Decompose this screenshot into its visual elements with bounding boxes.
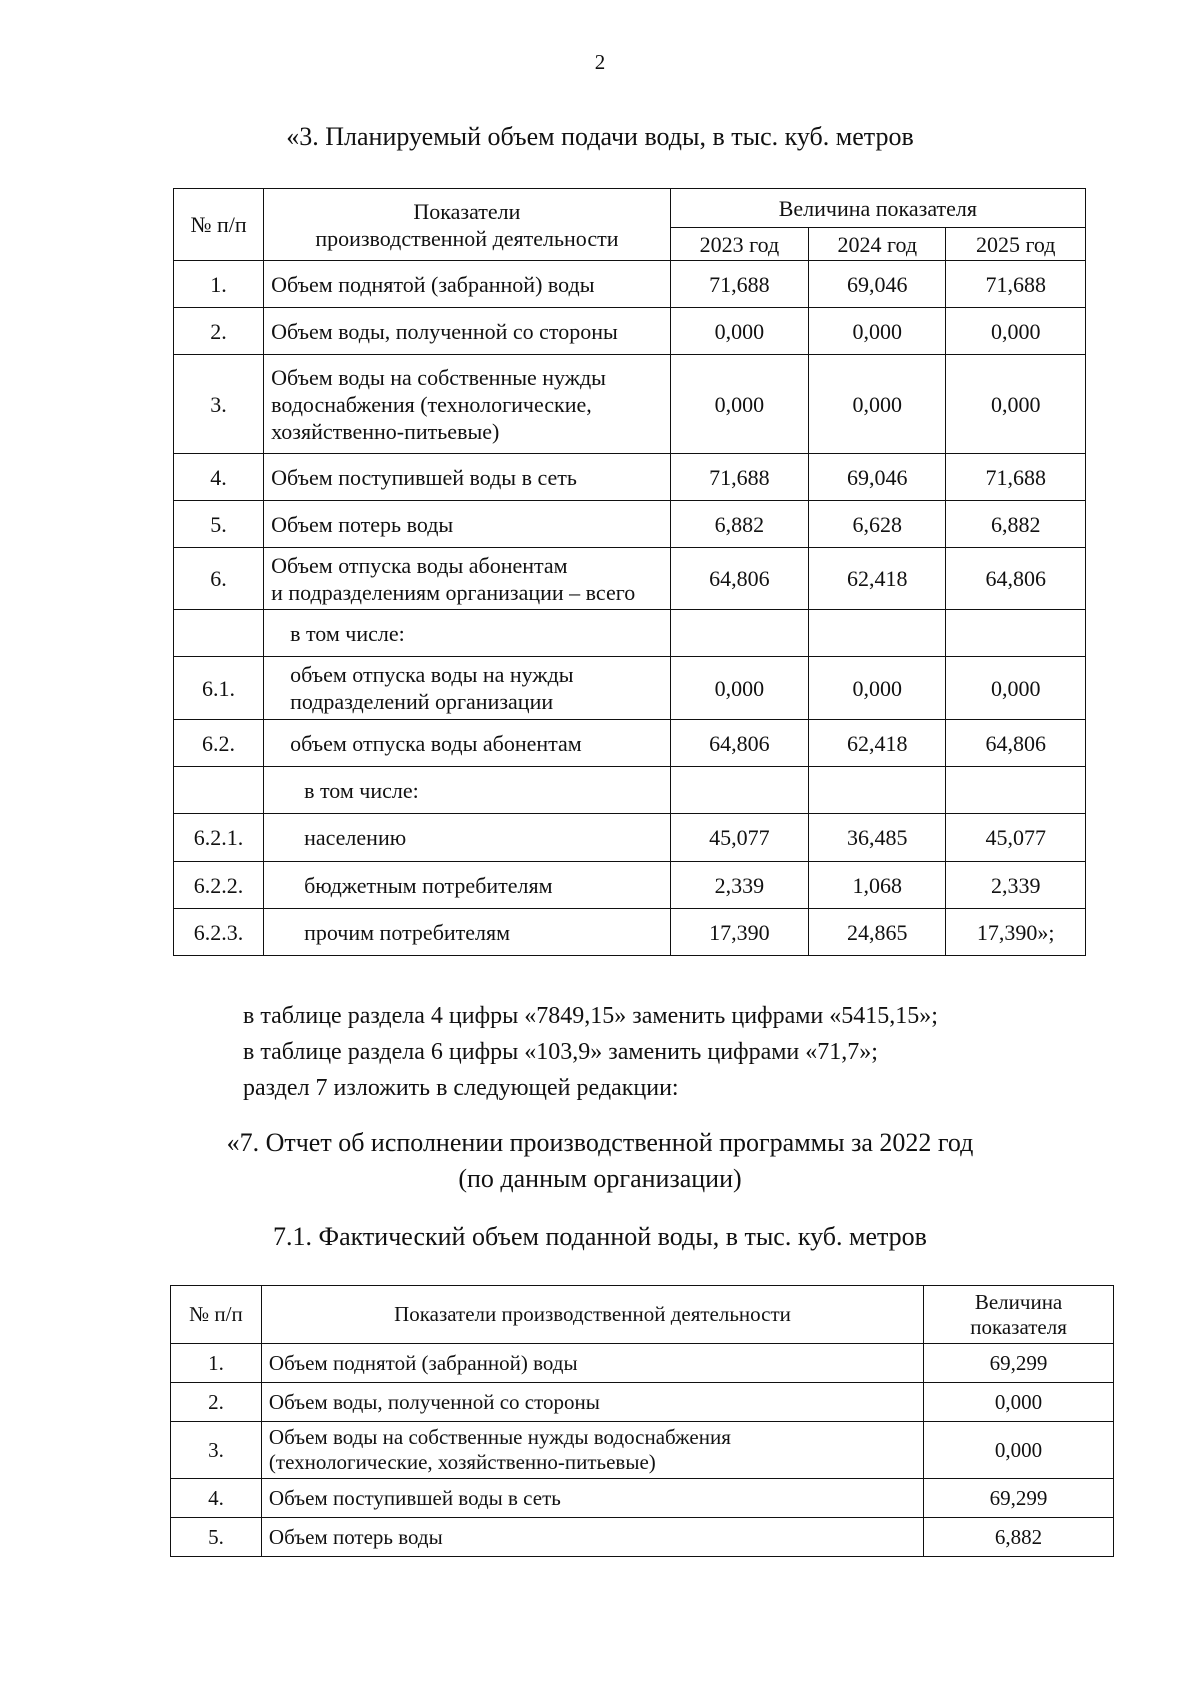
row-label-line: Объем потерь воды bbox=[268, 1524, 443, 1549]
row-label-line: бюджетным потребителям bbox=[304, 872, 553, 898]
row-label-cell bbox=[261, 1344, 923, 1383]
row-value-cell: 2,339 bbox=[946, 862, 1086, 909]
row-value-cell: 64,806 bbox=[670, 548, 808, 610]
row-value-cell: 64,806 bbox=[946, 720, 1086, 767]
row-label-cell bbox=[264, 767, 671, 814]
row-num-cell: 6.2.3. bbox=[174, 909, 264, 956]
row-label-cell bbox=[261, 1479, 923, 1518]
section7-title-line: «7. Отчет об исполнении производственной программы за 2022 год bbox=[226, 1128, 974, 1157]
row-num-cell bbox=[174, 767, 264, 814]
amendment-notes bbox=[243, 998, 938, 1106]
row-value-cell: 6,882 bbox=[946, 501, 1086, 548]
row-label-cell bbox=[264, 814, 671, 862]
row-label-cell bbox=[264, 862, 671, 909]
row-value-cell bbox=[946, 610, 1086, 657]
row-num-cell: 6.2. bbox=[174, 720, 264, 767]
row-label-line: Объем воды, полученной со стороны bbox=[271, 318, 618, 344]
table-row bbox=[174, 657, 1086, 720]
row-value-cell: 2,339 bbox=[670, 862, 808, 909]
row-label-line: прочим потребителям bbox=[304, 919, 511, 945]
section7-1-title: 7.1. Фактический объем поданной воды, в тыс. куб. метров bbox=[273, 1222, 927, 1251]
table-header-row bbox=[171, 1286, 1114, 1344]
header-year-2024: 2024 год bbox=[809, 228, 946, 261]
header-value: Величина показателя bbox=[670, 189, 1085, 228]
row-label-line: в том числе: bbox=[304, 777, 419, 803]
row-label-line: в том числе: bbox=[290, 620, 405, 646]
row-value-cell: 69,046 bbox=[809, 454, 946, 501]
row-value-cell bbox=[809, 610, 946, 657]
planned-water-supply-table bbox=[173, 188, 1086, 956]
row-label-line: Объем поднятой (забранной) воды bbox=[271, 271, 595, 297]
table-header-row bbox=[174, 189, 1086, 228]
row-value-cell: 17,390»; bbox=[946, 909, 1086, 956]
note-line: раздел 7 изложить в следующей редакции: bbox=[243, 1075, 679, 1101]
row-value-cell: 17,390 bbox=[670, 909, 808, 956]
row-value-cell: 0,000 bbox=[670, 355, 808, 454]
row-value-cell: 71,688 bbox=[946, 261, 1086, 308]
row-num-cell: 2. bbox=[171, 1383, 262, 1422]
row-value-cell: 71,688 bbox=[946, 454, 1086, 501]
row-label-line: Объем воды на собственные нужды водоснабжения bbox=[268, 1425, 731, 1449]
row-label-cell bbox=[264, 720, 671, 767]
row-value-cell: 0,000 bbox=[946, 308, 1086, 355]
header-year-2025: 2025 год bbox=[946, 228, 1086, 261]
row-value-cell: 71,688 bbox=[670, 261, 808, 308]
table-row bbox=[174, 355, 1086, 454]
actual-water-supply-table bbox=[170, 1285, 1114, 1557]
section7-title-line: (по данным организации) bbox=[458, 1164, 742, 1193]
row-label-line: объем отпуска воды на нужды bbox=[290, 662, 574, 687]
row-value-cell: 0,000 bbox=[809, 355, 946, 454]
row-value-cell: 0,000 bbox=[809, 657, 946, 720]
header-value-line: показателя bbox=[970, 1314, 1067, 1339]
header-num: № п/п bbox=[171, 1286, 262, 1344]
table-row bbox=[174, 720, 1086, 767]
row-num-cell bbox=[174, 610, 264, 657]
row-label-cell bbox=[264, 548, 671, 610]
row-value-cell: 36,485 bbox=[809, 814, 946, 862]
page-number: 2 bbox=[594, 50, 606, 74]
note-line: в таблице раздела 4 цифры «7849,15» заменить цифрами «5415,15»; bbox=[243, 1003, 938, 1029]
row-label-line: населению bbox=[304, 825, 407, 850]
table-row bbox=[174, 454, 1086, 501]
row-value-cell: 0,000 bbox=[924, 1422, 1114, 1479]
row-label-cell bbox=[261, 1383, 923, 1422]
table-row bbox=[171, 1344, 1114, 1383]
table-row bbox=[174, 501, 1086, 548]
row-num-cell: 6.2.2. bbox=[174, 862, 264, 909]
section3-title: «3. Планируемый объем подачи воды, в тыс. куб. метров bbox=[286, 122, 914, 151]
row-num-cell: 5. bbox=[171, 1518, 262, 1557]
header-indicator: Показатели производственной деятельности bbox=[261, 1286, 923, 1344]
header-value-line: Величина bbox=[974, 1289, 1063, 1314]
row-value-cell: 0,000 bbox=[809, 308, 946, 355]
section7-title bbox=[0, 1125, 1200, 1197]
table-row bbox=[171, 1479, 1114, 1518]
row-label-cell bbox=[264, 355, 671, 454]
row-value-cell: 0,000 bbox=[946, 355, 1086, 454]
row-value-cell: 62,418 bbox=[809, 548, 946, 610]
row-value-cell: 0,000 bbox=[670, 308, 808, 355]
header-indicator bbox=[264, 189, 671, 261]
row-value-cell: 6,882 bbox=[670, 501, 808, 548]
row-label-cell bbox=[264, 308, 671, 355]
row-value-cell: 45,077 bbox=[670, 814, 808, 862]
row-num-cell: 5. bbox=[174, 501, 264, 548]
row-num-cell: 3. bbox=[174, 355, 264, 454]
row-num-cell: 4. bbox=[174, 454, 264, 501]
row-value-cell: 69,299 bbox=[924, 1479, 1114, 1518]
row-label-line: объем отпуска воды абонентам bbox=[290, 730, 582, 756]
header-indicator-line: Показатели bbox=[413, 198, 521, 224]
row-num-cell: 2. bbox=[174, 308, 264, 355]
row-num-cell: 6.1. bbox=[174, 657, 264, 720]
table-row bbox=[174, 909, 1086, 956]
row-label-line: (технологические, хозяйственно-питьевые) bbox=[268, 1450, 656, 1474]
row-num-cell: 3. bbox=[171, 1422, 262, 1479]
row-value-cell bbox=[809, 767, 946, 814]
row-label-cell bbox=[264, 610, 671, 657]
header-indicator-line: производственной деятельности bbox=[315, 225, 619, 251]
row-label-line: и подразделениям организации – всего bbox=[271, 579, 636, 605]
row-label-cell bbox=[264, 657, 671, 720]
row-value-cell: 0,000 bbox=[670, 657, 808, 720]
table-row bbox=[171, 1422, 1114, 1479]
row-label-cell bbox=[261, 1422, 923, 1479]
row-num-cell: 1. bbox=[171, 1344, 262, 1383]
row-num-cell: 6.2.1. bbox=[174, 814, 264, 862]
row-value-cell: 64,806 bbox=[670, 720, 808, 767]
row-value-cell: 71,688 bbox=[670, 454, 808, 501]
row-label-line: водоснабжения (технологические, bbox=[271, 391, 592, 417]
row-label-line: Объем воды на собственные нужды bbox=[271, 364, 606, 390]
row-value-cell: 0,000 bbox=[924, 1383, 1114, 1422]
row-label-line: Объем потерь воды bbox=[271, 511, 454, 537]
row-value-cell: 6,882 bbox=[924, 1518, 1114, 1557]
row-value-cell: 6,628 bbox=[809, 501, 946, 548]
row-label-cell bbox=[261, 1518, 923, 1557]
row-label-cell bbox=[264, 501, 671, 548]
row-num-cell: 6. bbox=[174, 548, 264, 610]
header-value bbox=[924, 1286, 1114, 1344]
table-row bbox=[174, 814, 1086, 862]
table-row bbox=[174, 548, 1086, 610]
table-row bbox=[174, 308, 1086, 355]
table-row bbox=[174, 862, 1086, 909]
row-label-line: Объем воды, полученной со стороны bbox=[268, 1389, 600, 1414]
row-value-cell bbox=[670, 610, 808, 657]
row-value-cell: 45,077 bbox=[946, 814, 1086, 862]
row-value-cell bbox=[946, 767, 1086, 814]
row-value-cell: 62,418 bbox=[809, 720, 946, 767]
row-value-cell: 0,000 bbox=[946, 657, 1086, 720]
row-value-cell: 24,865 bbox=[809, 909, 946, 956]
row-value-cell: 69,046 bbox=[809, 261, 946, 308]
table-row bbox=[174, 767, 1086, 814]
note-line: в таблице раздела 6 цифры «103,9» заменить цифрами «71,7»; bbox=[243, 1039, 878, 1065]
row-num-cell: 4. bbox=[171, 1479, 262, 1518]
row-label-line: Объем поступившей воды в сеть bbox=[268, 1485, 561, 1510]
header-num: № п/п bbox=[174, 189, 264, 261]
row-value-cell: 69,299 bbox=[924, 1344, 1114, 1383]
row-label-cell bbox=[264, 909, 671, 956]
row-label-line: подразделений организации bbox=[290, 689, 554, 714]
row-num-cell: 1. bbox=[174, 261, 264, 308]
row-label-line: Объем отпуска воды абонентам bbox=[271, 552, 568, 578]
header-year-2023: 2023 год bbox=[670, 228, 808, 261]
row-label-cell bbox=[264, 261, 671, 308]
row-label-line: хозяйственно-питьевые) bbox=[271, 418, 500, 444]
row-value-cell: 1,068 bbox=[809, 862, 946, 909]
row-value-cell bbox=[670, 767, 808, 814]
row-label-line: Объем поступившей воды в сеть bbox=[271, 464, 577, 490]
row-value-cell: 64,806 bbox=[946, 548, 1086, 610]
table-row bbox=[171, 1518, 1114, 1557]
row-label-cell bbox=[264, 454, 671, 501]
row-label-line: Объем поднятой (забранной) воды bbox=[268, 1350, 578, 1375]
table-row bbox=[174, 261, 1086, 308]
table-row bbox=[171, 1383, 1114, 1422]
table-row bbox=[174, 610, 1086, 657]
